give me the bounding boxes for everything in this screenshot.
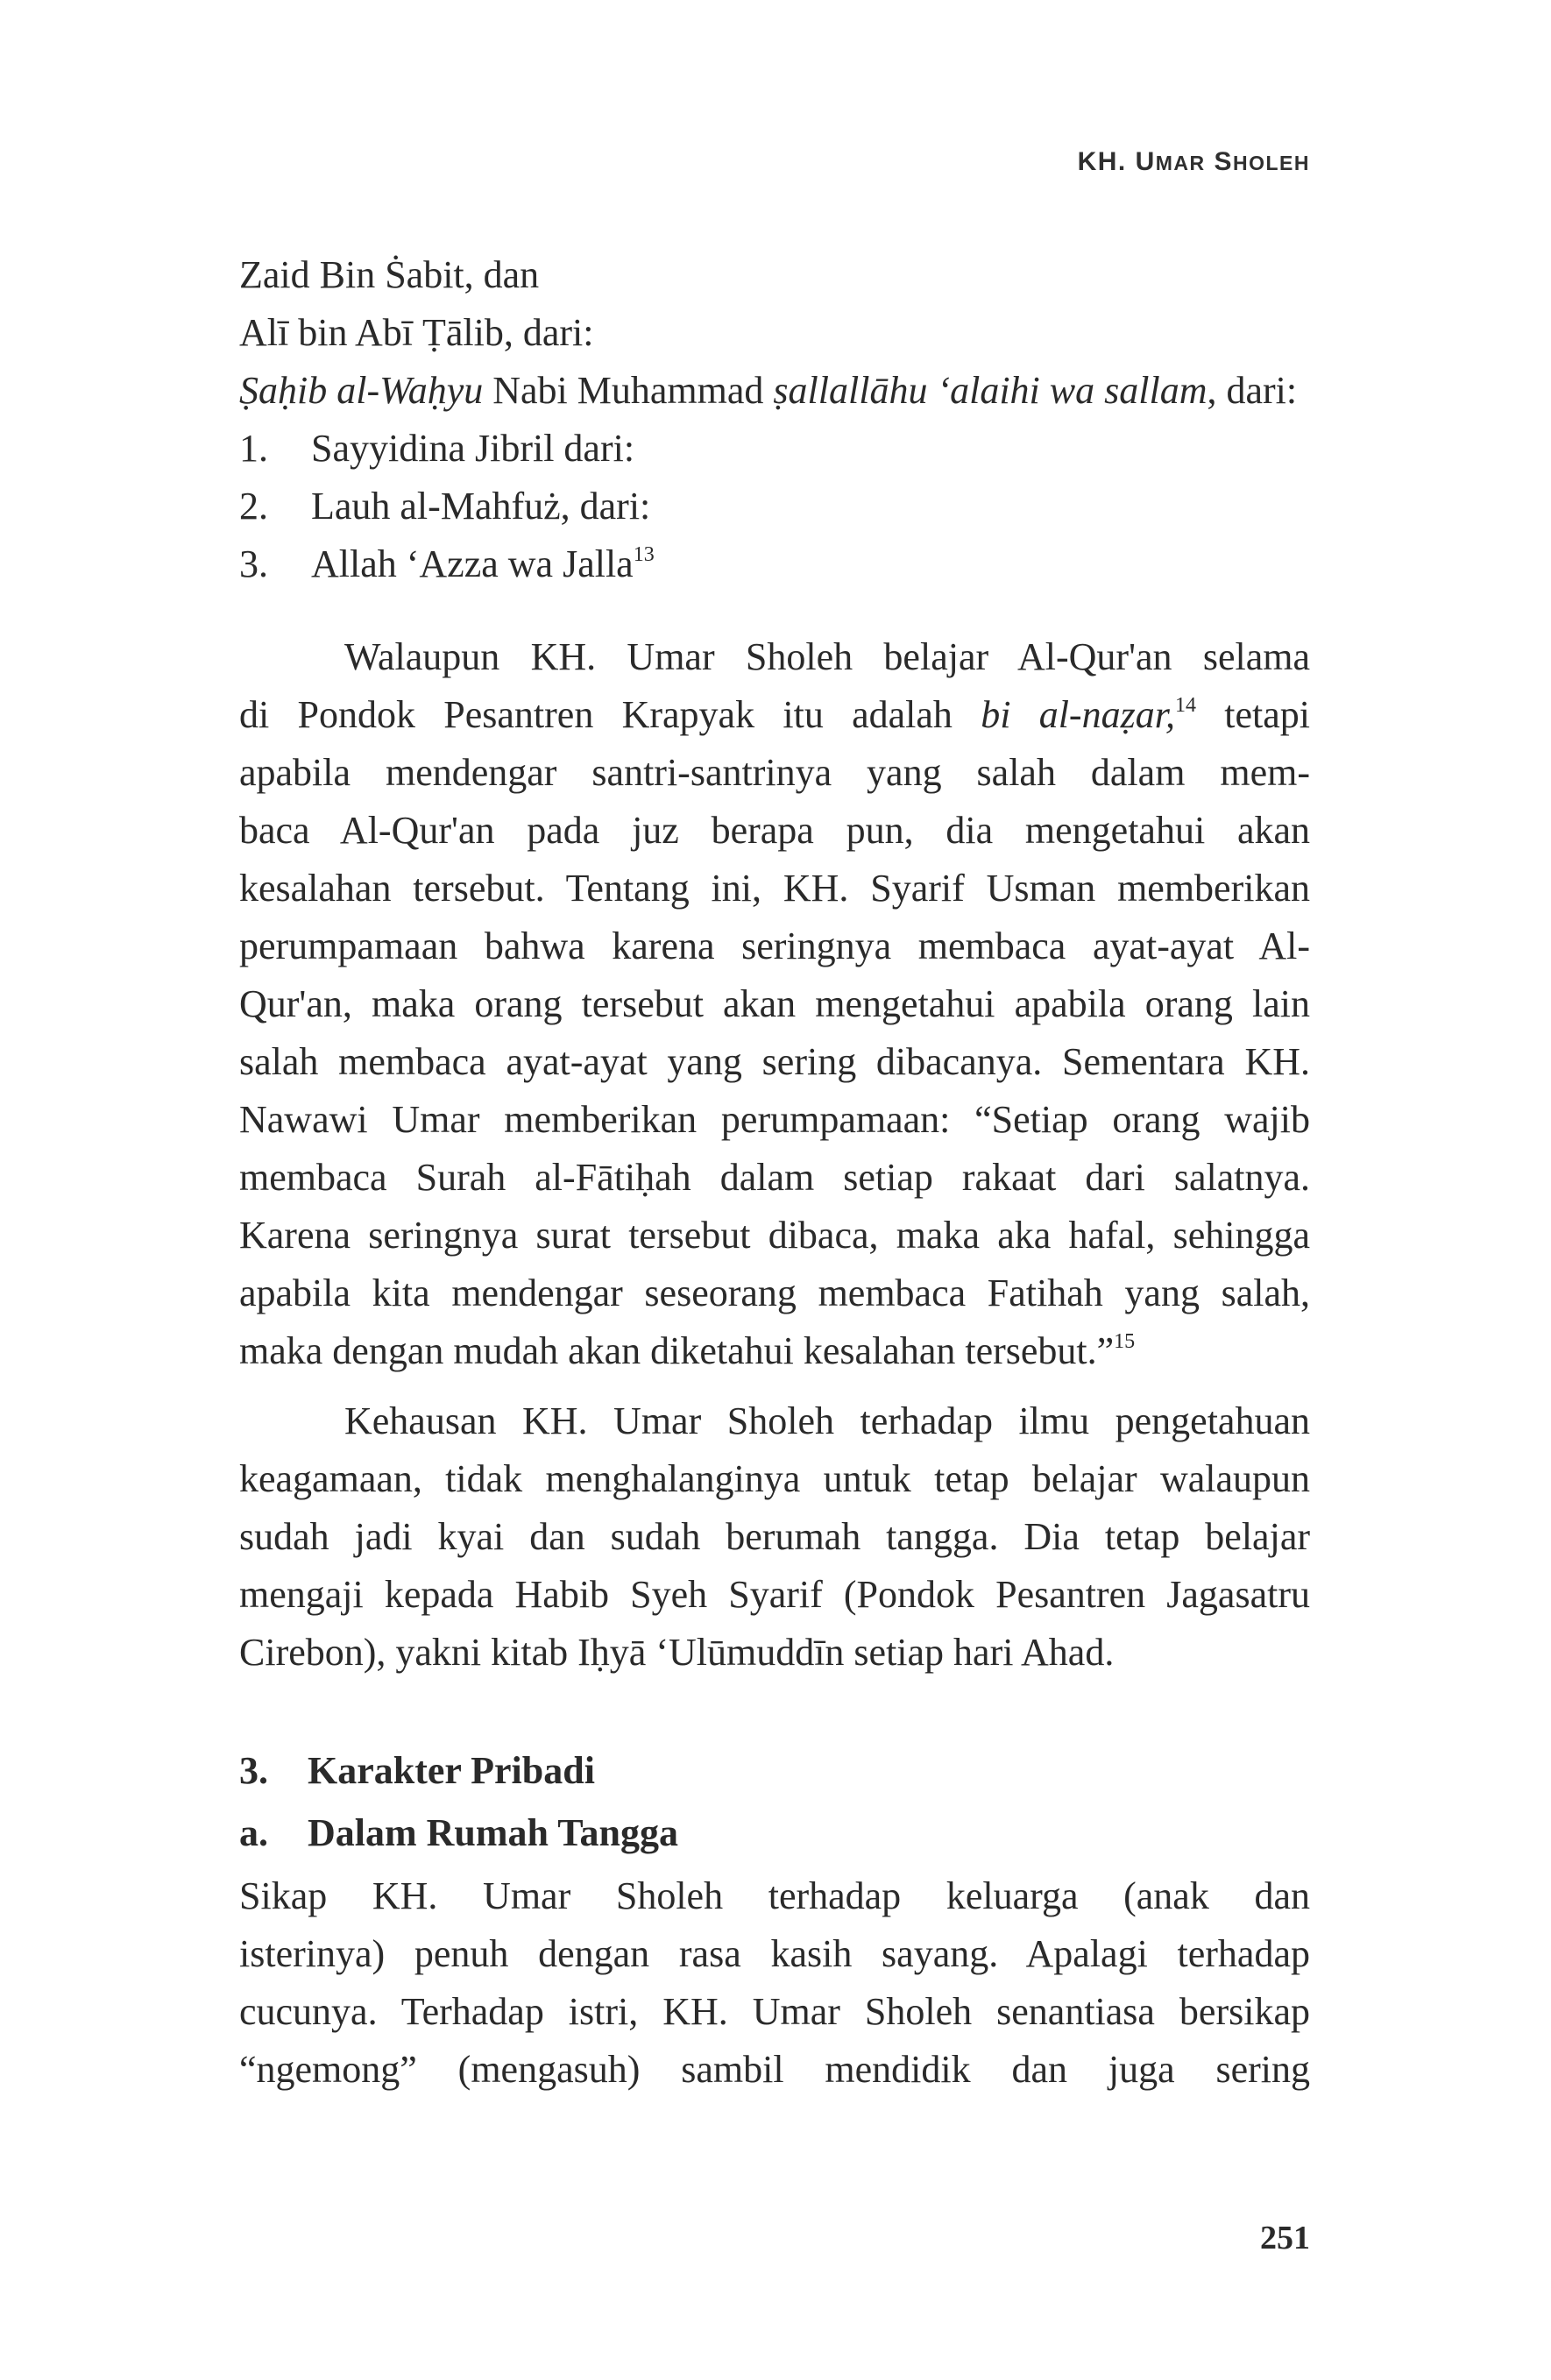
para1-line: perumpamaan bahwa karena seringnya membaca ayat-ayat Al- <box>239 924 1310 967</box>
para1-line: Qur'an, maka orang tersebut akan mengetahui apabila orang lain <box>239 982 1310 1025</box>
para1-line: apabila kita mendengar seseorang membaca Fatihah yang salah, <box>239 1271 1310 1314</box>
running-head: KH. UMAR SHOLEH <box>1077 147 1310 176</box>
para2-line: keagamaan, tidak menghalanginya untuk tetap belajar walaupun <box>239 1457 1310 1500</box>
para3-line: “ngemong” (mengasuh) sambil mendidik dan juga sering <box>239 2048 1310 2091</box>
para3-line: cucunya. Terhadap istri, KH. Umar Sholeh senantiasa bersikap <box>239 1990 1310 2033</box>
para1-line: Nawawi Umar memberikan perumpamaan: “Setiap orang wajib <box>239 1098 1310 1141</box>
chain-list-item: 3. Allah ‘Azza wa Jalla$^{13}$ <box>239 542 655 585</box>
subsection-heading: a. Dalam Rumah Tangga <box>239 1811 679 1854</box>
para1-line: di Pondok Pesantren Krapyak itu adalah bi al-naẓar,$^{14}$ tetapi <box>239 693 1310 736</box>
para1-line: Walaupun KH. Umar Sholeh belajar Al-Qur'an selama <box>344 635 1310 678</box>
chain-line-1: Zaid Bin Ṡabit, dan <box>239 253 540 296</box>
para1-line: maka dengan mudah akan diketahui kesalahan tersebut.”$^{15}$ <box>239 1329 1136 1372</box>
chain-line-3: Ṣaḥib al-Waḥyu Nabi Muhammad ṣallallāhu ‘alaihi wa sallam, dari: <box>239 369 1298 412</box>
para3-line: isterinya) penuh dengan rasa kasih sayang. Apalagi terhadap <box>239 1932 1310 1975</box>
chain-list-item: 2. Lauh al-Mahfuż, dari: <box>239 485 651 528</box>
para1-line: salah membaca ayat-ayat yang sering dibacanya. Sementara KH. <box>239 1040 1310 1083</box>
footnote-ref: 14 <box>1174 694 1196 717</box>
section-heading: 3. Karakter Pribadi <box>239 1749 595 1792</box>
footnote-ref: 15 <box>1114 1330 1136 1353</box>
para3-line: Sikap KH. Umar Sholeh terhadap keluarga (anak dan <box>239 1874 1310 1917</box>
para1-line: apabila mendengar santri-santrinya yang salah dalam mem- <box>239 751 1310 794</box>
para1-line: kesalahan tersebut. Tentang ini, KH. Syarif Usman memberikan <box>239 867 1310 910</box>
para2-line: sudah jadi kyai dan sudah berumah tangga. Dia tetap belajar <box>239 1515 1310 1558</box>
chain-line-2: Alī bin Abī Ṭālib, dari: <box>239 311 594 354</box>
para1-line: baca Al-Qur'an pada juz berapa pun, dia mengetahui akan <box>239 809 1310 852</box>
chain-list-item: 1. Sayyidina Jibril dari: <box>239 427 635 470</box>
para1-line: Karena seringnya surat tersebut dibaca, maka aka hafal, sehingga <box>239 1214 1310 1257</box>
para2-line: mengaji kepada Habib Syeh Syarif (Pondok Pesantren Jagasatru <box>239 1573 1310 1616</box>
page-number: 251 <box>1260 2220 1310 2256</box>
para2-line: Cirebon), yakni kitab Iḥyā ‘Ulūmuddīn setiap hari Ahad. <box>239 1631 1115 1674</box>
para1-line: membaca Surah al-Fātiḥah dalam setiap rakaat dari salatnya. <box>239 1156 1310 1199</box>
footnote-ref: 13 <box>633 543 655 566</box>
para2-line: Kehausan KH. Umar Sholeh terhadap ilmu pengetahuan <box>344 1399 1310 1442</box>
